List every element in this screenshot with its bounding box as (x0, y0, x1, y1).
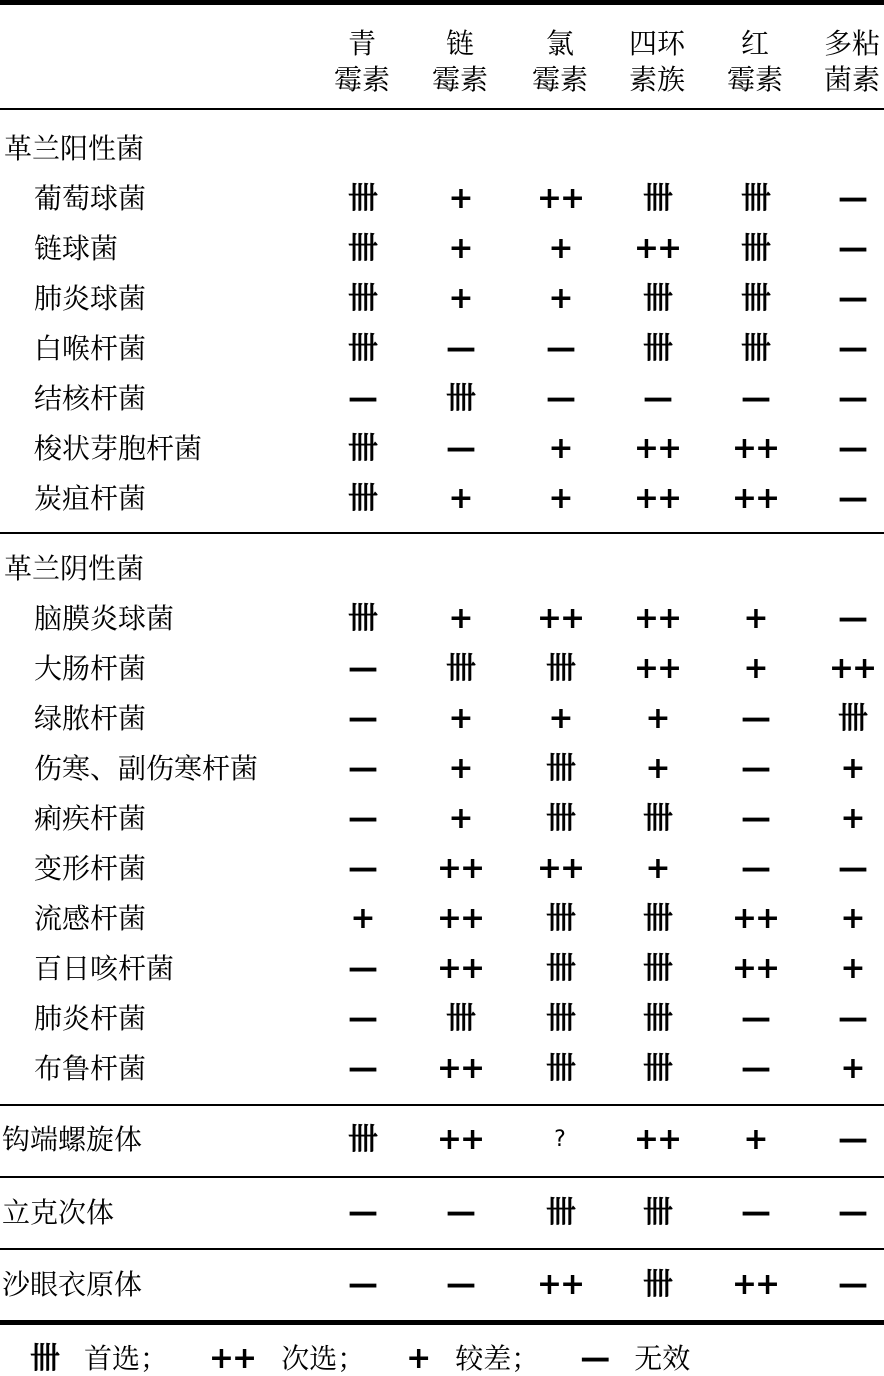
header-line: 红 (740, 27, 769, 60)
header-rule (0, 108, 884, 110)
cell-value: ++ (633, 431, 681, 466)
cell-value: — (446, 431, 474, 466)
table-row (0, 994, 884, 1044)
header-line: 霉素 (726, 63, 783, 96)
cell-value: 卌 (446, 381, 474, 416)
cell-value: 卌 (348, 181, 376, 216)
table-row (0, 374, 884, 424)
cell-value: — (838, 281, 866, 316)
cell-value: 卌 (643, 951, 671, 986)
cell-value: + (645, 701, 669, 736)
cell-value: ++ (436, 901, 484, 936)
cell-value: + (645, 851, 669, 886)
cell-value: 卌 (446, 651, 474, 686)
cell-value: — (348, 1195, 376, 1230)
header-line: 霉素 (333, 63, 390, 96)
legend-symbol: — (580, 1341, 609, 1376)
cell-value: — (741, 801, 769, 836)
organism-name: 葡萄球菌 (34, 182, 147, 215)
cell-value: 卌 (741, 331, 769, 366)
cell-value: ++ (731, 481, 779, 516)
bottom-rule (0, 1320, 884, 1325)
organism-name: 痢疾杆菌 (34, 802, 147, 835)
header-line: 素族 (628, 63, 685, 96)
table-row (0, 594, 884, 644)
cell-value: — (741, 381, 769, 416)
cell-value: 卌 (348, 601, 376, 636)
organism-name: 链球菌 (34, 232, 119, 265)
cell-value: 卌 (348, 281, 376, 316)
section-title: 革兰阳性菌 (4, 132, 145, 165)
organism-name: 钩端螺旋体 (2, 1123, 143, 1156)
section-title: 革兰阴性菌 (4, 552, 145, 585)
table-row (0, 474, 884, 524)
cell-value: 卌 (741, 281, 769, 316)
section-rule (0, 1176, 884, 1178)
cell-value: ++ (633, 1122, 681, 1157)
cell-value: 卌 (741, 231, 769, 266)
organism-name: 肺炎球菌 (34, 282, 147, 315)
cell-value: 卌 (348, 481, 376, 516)
cell-value: 卌 (446, 1001, 474, 1036)
cell-value: — (348, 1001, 376, 1036)
cell-value: ++ (633, 231, 681, 266)
section-title-row (0, 124, 884, 174)
cell-value: — (838, 181, 866, 216)
cell-value: 卌 (546, 751, 574, 786)
cell-value: — (446, 1195, 474, 1230)
cell-value: ? (554, 1127, 566, 1152)
cell-value: — (643, 381, 671, 416)
cell-value: + (448, 751, 472, 786)
legend-symbol: + (406, 1341, 430, 1376)
cell-value: + (548, 701, 572, 736)
organism-name: 结核杆菌 (34, 382, 147, 415)
organism-name: 百日咳杆菌 (34, 952, 175, 985)
cell-value: — (838, 851, 866, 886)
cell-value: — (838, 1195, 866, 1230)
legend-symbol: 卌 (30, 1341, 58, 1376)
header-line: 霉素 (431, 63, 488, 96)
table-row (0, 174, 884, 224)
cell-value: 卌 (643, 1001, 671, 1036)
cell-value: — (838, 231, 866, 266)
organism-name: 变形杆菌 (34, 852, 147, 885)
cell-value: 卌 (546, 1001, 574, 1036)
organism-name: 流感杆菌 (34, 902, 147, 935)
cell-value: + (350, 901, 374, 936)
table-row (0, 424, 884, 474)
cell-value: + (840, 751, 864, 786)
cell-value: 卌 (643, 801, 671, 836)
cell-value: ++ (633, 481, 681, 516)
cell-value: — (741, 1001, 769, 1036)
cell-value: ++ (731, 1267, 779, 1302)
cell-value: 卌 (546, 801, 574, 836)
cell-value: + (743, 601, 767, 636)
cell-value: + (448, 231, 472, 266)
header-col-2 (420, 26, 500, 98)
cell-value: + (548, 431, 572, 466)
cell-value: + (743, 651, 767, 686)
cell-value: ++ (436, 1122, 484, 1157)
cell-value: ++ (731, 901, 779, 936)
table-row (0, 324, 884, 374)
cell-value: 卌 (643, 1267, 671, 1302)
cell-value: 卌 (838, 701, 866, 736)
cell-value: — (741, 701, 769, 736)
cell-value: 卌 (643, 1195, 671, 1230)
cell-value: — (741, 1051, 769, 1086)
header-line: 链 (445, 27, 474, 60)
cell-value: + (448, 281, 472, 316)
section-rule (0, 532, 884, 534)
cell-value: + (448, 481, 472, 516)
cell-value: + (840, 1051, 864, 1086)
cell-value: ++ (828, 651, 876, 686)
cell-value: ++ (633, 651, 681, 686)
cell-value: — (348, 1267, 376, 1302)
header-col-1 (322, 26, 402, 98)
header-line: 霉素 (531, 63, 588, 96)
cell-value: 卌 (546, 1195, 574, 1230)
organism-name: 白喉杆菌 (34, 332, 147, 365)
cell-value: 卌 (643, 901, 671, 936)
cell-value: + (448, 181, 472, 216)
cell-value: + (645, 751, 669, 786)
cell-value: ++ (536, 601, 584, 636)
legend-text: 较差； (455, 1342, 540, 1375)
header-line: 多粘 (823, 27, 880, 60)
cell-value: — (838, 381, 866, 416)
cell-value: — (446, 331, 474, 366)
table-row (0, 794, 884, 844)
cell-value: + (840, 951, 864, 986)
cell-value: — (348, 851, 376, 886)
cell-value: + (743, 1122, 767, 1157)
organism-name: 肺炎杆菌 (34, 1002, 147, 1035)
cell-value: — (838, 331, 866, 366)
table-row (0, 694, 884, 744)
table-row (0, 944, 884, 994)
organism-name: 立克次体 (2, 1196, 115, 1229)
table-row (0, 1188, 884, 1238)
section-title-row (0, 544, 884, 594)
cell-value: — (348, 951, 376, 986)
legend (30, 1342, 722, 1376)
header-line: 菌素 (823, 63, 880, 96)
organism-name: 炭疽杆菌 (34, 482, 147, 515)
cell-value: ++ (536, 181, 584, 216)
cell-value: + (448, 701, 472, 736)
cell-value: — (838, 1122, 866, 1157)
table-row (0, 1115, 884, 1165)
cell-value: 卌 (643, 281, 671, 316)
table-row (0, 894, 884, 944)
table-row (0, 274, 884, 324)
section-rule (0, 1104, 884, 1106)
organism-name: 布鲁杆菌 (34, 1052, 147, 1085)
legend-text: 次选； (281, 1342, 366, 1375)
section-rule (0, 1248, 884, 1250)
cell-value: — (838, 1001, 866, 1036)
cell-value: ++ (731, 951, 779, 986)
top-rule (0, 0, 884, 5)
cell-value: 卌 (348, 231, 376, 266)
cell-value: — (546, 331, 574, 366)
cell-value: + (448, 801, 472, 836)
legend-symbol: ++ (208, 1341, 256, 1376)
table-row (0, 644, 884, 694)
header-col-5 (715, 26, 795, 98)
cell-value: — (741, 851, 769, 886)
header-col-3 (520, 26, 600, 98)
cell-value: ++ (436, 1051, 484, 1086)
cell-value: 卌 (348, 1122, 376, 1157)
header-line: 四环 (628, 27, 685, 60)
table-row (0, 224, 884, 274)
organism-name: 脑膜炎球菌 (34, 602, 175, 635)
table-row (0, 844, 884, 894)
cell-value: 卌 (741, 181, 769, 216)
cell-value: 卌 (546, 901, 574, 936)
header-line: 青 (347, 27, 376, 60)
organism-name: 伤寒、副伤寒杆菌 (34, 752, 259, 785)
cell-value: — (838, 431, 866, 466)
cell-value: — (446, 1267, 474, 1302)
organism-name: 梭状芽胞杆菌 (34, 432, 203, 465)
legend-text: 首选； (84, 1342, 169, 1375)
cell-value: 卌 (546, 1051, 574, 1086)
cell-value: + (840, 901, 864, 936)
cell-value: — (348, 381, 376, 416)
cell-value: + (548, 281, 572, 316)
cell-value: 卌 (643, 331, 671, 366)
cell-value: + (548, 231, 572, 266)
cell-value: + (548, 481, 572, 516)
organism-name: 绿脓杆菌 (34, 702, 147, 735)
cell-value: + (448, 601, 472, 636)
table-row (0, 1044, 884, 1094)
cell-value: ++ (536, 1267, 584, 1302)
cell-value: 卌 (643, 181, 671, 216)
cell-value: — (838, 481, 866, 516)
cell-value: 卌 (546, 951, 574, 986)
cell-value: 卌 (643, 1051, 671, 1086)
cell-value: — (348, 651, 376, 686)
cell-value: — (348, 1051, 376, 1086)
cell-value: — (838, 601, 866, 636)
header-col-6 (812, 26, 884, 98)
cell-value: + (840, 801, 864, 836)
cell-value: — (546, 381, 574, 416)
cell-value: — (741, 1195, 769, 1230)
header-line: 氯 (545, 27, 574, 60)
cell-value: — (838, 1267, 866, 1302)
table-row (0, 1260, 884, 1310)
header-col-4 (617, 26, 697, 98)
legend-text: 无效 (634, 1342, 691, 1375)
organism-name: 沙眼衣原体 (2, 1268, 143, 1301)
table-row (0, 744, 884, 794)
cell-value: ++ (633, 601, 681, 636)
cell-value: ++ (536, 851, 584, 886)
cell-value: — (348, 801, 376, 836)
cell-value: — (348, 751, 376, 786)
cell-value: — (741, 751, 769, 786)
cell-value: ++ (436, 951, 484, 986)
cell-value: — (348, 701, 376, 736)
cell-value: 卌 (546, 651, 574, 686)
cell-value: ++ (731, 431, 779, 466)
cell-value: 卌 (348, 331, 376, 366)
cell-value: 卌 (348, 431, 376, 466)
organism-name: 大肠杆菌 (34, 652, 147, 685)
cell-value: ++ (436, 851, 484, 886)
